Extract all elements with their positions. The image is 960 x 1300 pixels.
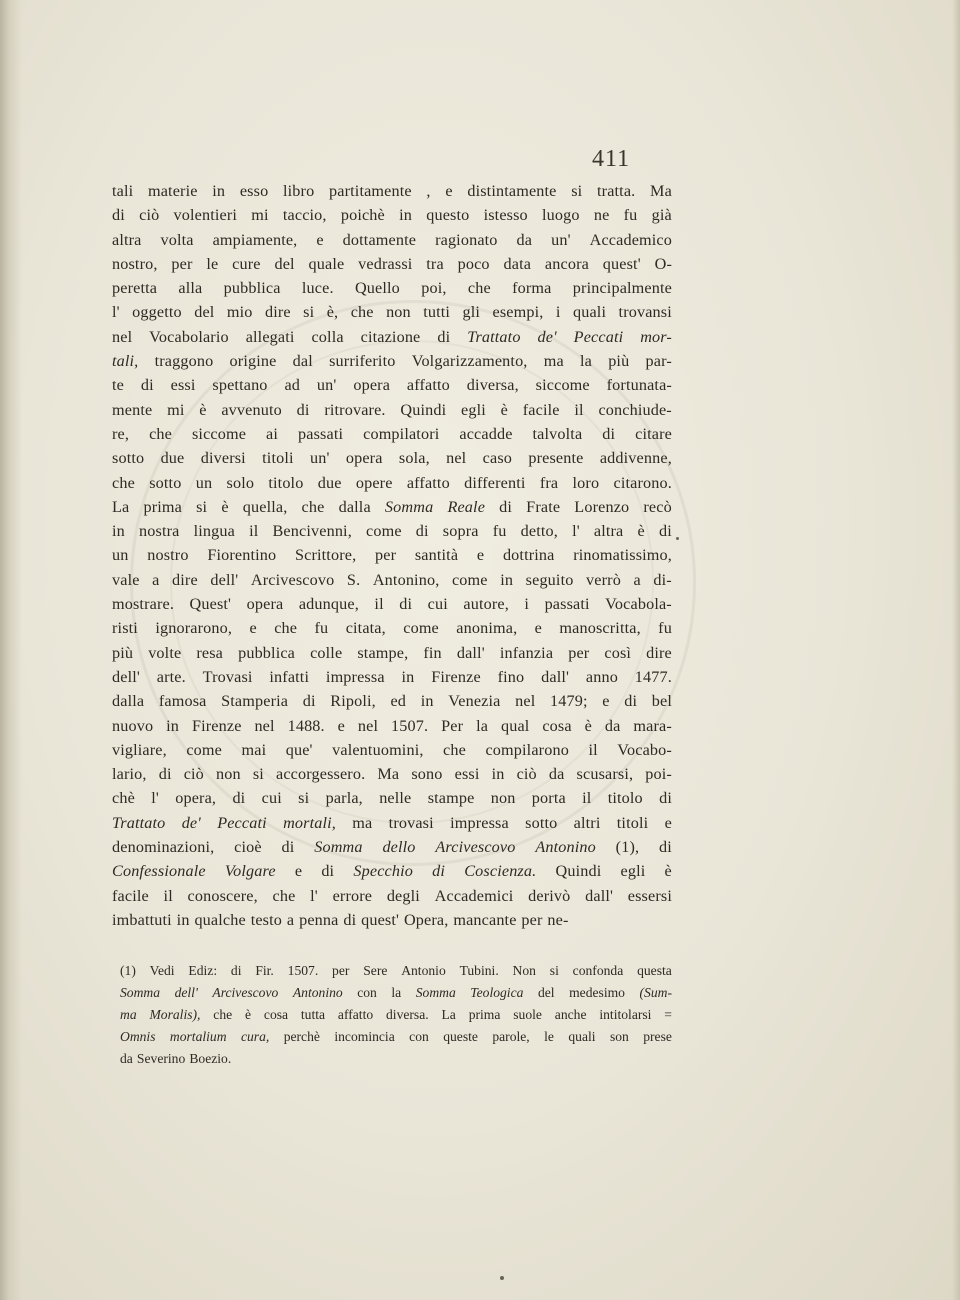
- text-line: nuovo in Firenze nel 1488. e nel 1507. Per la qual cosa è da mara-: [112, 716, 672, 735]
- edge-shadow: [952, 0, 960, 1300]
- text-line: vale a dire dell' Arcivescovo S. Antonino, come in seguito verrò a di-: [112, 570, 672, 589]
- text-line: l' oggetto del mio dire si è, che non tutti gli esempi, i quali trovansi: [112, 303, 672, 322]
- footnote-line: da Severino Boezio.: [120, 1051, 232, 1066]
- paper-fleck: [676, 537, 679, 540]
- text-line: lario, di ciò non si accorgessero. Ma sono essi in ciò da scusarsi, poi-: [112, 765, 672, 784]
- text-line: altra volta ampiamente, e dottamente ragionato da un' Accademico: [112, 230, 672, 249]
- text-line: più volte resa pubblica colle stampe, fin dall' infanzia per così dire: [112, 643, 672, 662]
- text-line: dalla famosa Stamperia di Ripoli, ed in Venezia nel 1479; e di bel: [112, 692, 672, 711]
- binding-shadow: [0, 0, 22, 1300]
- text-line: mente mi è avvenuto di ritrovare. Quindi egli è facile il conchiude-: [112, 400, 672, 419]
- page-number: 411: [592, 146, 631, 172]
- text-line: nel Vocabolario allegati colla citazione di Trattato de' Peccati mor-: [112, 327, 672, 346]
- text-line: Trattato de' Peccati mortali, ma trovasi impressa sotto altri titoli e: [112, 813, 672, 832]
- text-line: nostro, per le cure del quale vedrassi tra poco data ancora quest' O-: [112, 254, 672, 273]
- text-line: tali, traggono origine dal surriferito Volgarizzamento, ma la più par-: [112, 352, 672, 371]
- text-line: denominazioni, cioè di Somma dello Arcivescovo Antonino (1), di: [112, 838, 672, 857]
- text-line: re, che siccome ai passati compilatori accadde talvolta di citare: [112, 424, 672, 443]
- text-line: risti ignorarono, e che fu citata, come anonima, e manoscritta, fu: [112, 619, 672, 638]
- footnote-line: Omnis mortalium cura, perchè incomincia con queste parole, le quali son prese: [120, 1029, 672, 1044]
- text-line: sotto due diversi titoli un' opera sola, nel caso presente addivenne,: [112, 449, 672, 468]
- paper-fleck: [500, 1276, 504, 1280]
- text-line: in nostra lingua il Bencivenni, come di sopra fu detto, l' altra è di: [112, 522, 672, 541]
- text-line: dell' arte. Trovasi infatti impressa in Firenze fino dall' anno 1477.: [112, 667, 672, 686]
- text-line: peretta alla pubblica luce. Quello poi, che forma principalmente: [112, 279, 672, 298]
- text-line: vigliare, come mai que' valentuomini, che compilarono il Vocabo-: [112, 740, 672, 759]
- text-line: La prima si è quella, che dalla Somma Reale di Frate Lorenzo recò: [112, 497, 672, 516]
- text-line: chè l' opera, di cui si parla, nelle stampe non porta il titolo di: [112, 789, 672, 808]
- footnote-line: Somma dell' Arcivescovo Antonino con la Somma Teologica del medesimo (Sum-: [120, 985, 672, 1000]
- text-line: un nostro Fiorentino Scrittore, per santità e dottrina rinomatissimo,: [112, 546, 672, 565]
- text-line: te di essi spettano ad un' opera affatto diversa, siccome fortunata-: [112, 376, 672, 395]
- text-line: che sotto un solo titolo due opere affatto differenti fra loro citarono.: [112, 473, 672, 492]
- body-text: [112, 179, 672, 932]
- footnotes: [120, 960, 672, 1070]
- text-line: tali materie in esso libro partitamente , e distintamente si tratta. Ma: [112, 182, 672, 200]
- footnote-line: ma Moralis), che è cosa tutta affatto diversa. La prima suole anche intitolarsi =: [120, 1007, 672, 1022]
- text-line: facile il conoscere, che l' errore degli Accademici derivò dall' essersi: [112, 886, 672, 905]
- footnote-line: (1) Vedi Ediz: di Fir. 1507. per Sere Antonio Tubini. Non si confonda questa: [120, 963, 672, 978]
- text-line: imbattuti in qualche testo a penna di quest' Opera, mancante per ne-: [112, 910, 569, 929]
- text-line: Confessionale Volgare e di Specchio di Coscienza. Quindi egli è: [112, 862, 672, 881]
- text-line: mostrare. Quest' opera adunque, il di cui autore, i passati Vocabola-: [112, 595, 672, 614]
- text-line: di ciò volentieri mi taccio, poichè in questo istesso luogo ne fu già: [112, 206, 672, 225]
